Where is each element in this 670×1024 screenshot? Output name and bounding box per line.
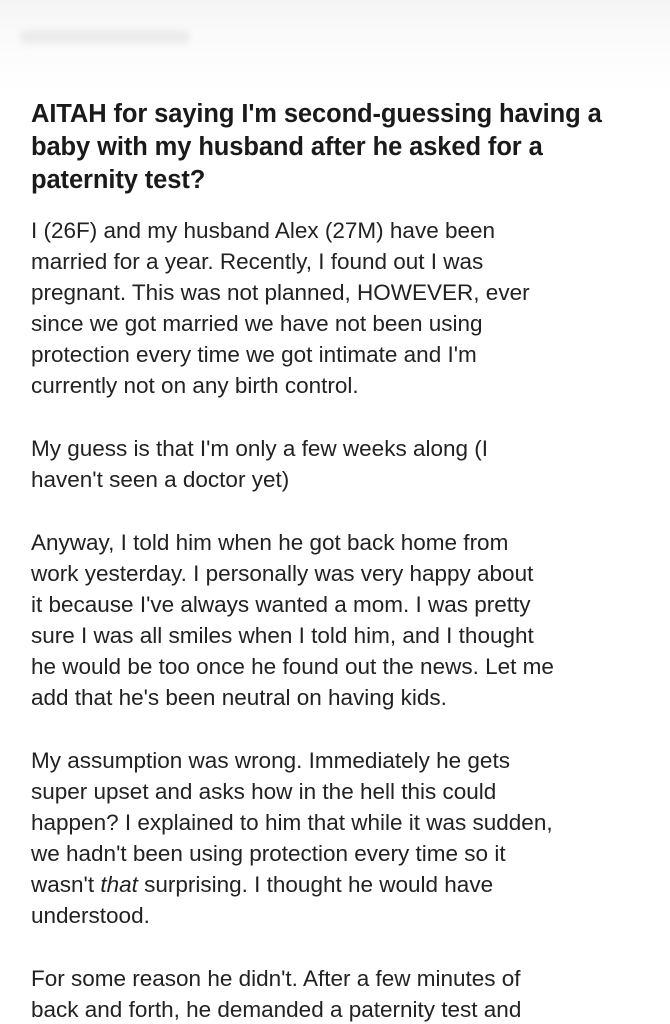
paragraph-line-part: wasn't (31, 872, 101, 897)
paragraph-line: I (26F) and my husband Alex (27M) have been (31, 218, 496, 243)
post-paragraph-1 (31, 215, 643, 401)
paragraph-line: work yesterday. I personally was very happy about (31, 561, 534, 586)
emphasized-word: that (100, 872, 138, 897)
post-paragraph-4 (31, 745, 643, 931)
paragraph-line: happen? I explained to him that while it was sudden, (31, 810, 553, 835)
paragraph-line: married for a year. Recently, I found out I was (31, 249, 484, 274)
top-fade-area (0, 0, 670, 90)
paragraph-line: haven't seen a doctor yet) (31, 467, 290, 492)
post-title: AITAH for saying I'm second-guessing having a baby with my husband after he asked for a paternity test? (31, 100, 602, 194)
paragraph-line: we hadn't been using protection every time so it (31, 841, 506, 866)
paragraph-line: back and forth, he demanded a paternity test and (31, 997, 522, 1022)
paragraph-line: protection every time we got intimate and I'm (31, 342, 477, 367)
paragraph-line: he would be too once he found out the news. Let me (31, 654, 554, 679)
paragraph-line: My assumption was wrong. Immediately he gets (31, 748, 510, 773)
post-paragraph-2 (31, 433, 643, 495)
paragraph-line: Anyway, I told him when he got back home from (31, 530, 509, 555)
paragraph-line: add that he's been neutral on having kids. (31, 685, 447, 710)
paragraph-line: My guess is that I'm only a few weeks along (I (31, 436, 488, 461)
paragraph-line: it because I've always wanted a mom. I was pretty (31, 592, 531, 617)
paragraph-line: understood. (31, 903, 150, 928)
paragraph-line-part: surprising. I thought he would have (137, 872, 494, 897)
post-paragraph-3 (31, 527, 643, 713)
paragraph-line: pregnant. This was not planned, HOWEVER, ever (31, 280, 530, 305)
post (31, 98, 643, 1024)
paragraph-line: sure I was all smiles when I told him, and I thought (31, 623, 534, 648)
blurred-header-remnant (20, 30, 190, 44)
paragraph-line: For some reason he didn't. After a few minutes of (31, 966, 521, 991)
paragraph-line: super upset and asks how in the hell this could (31, 779, 497, 804)
paragraph-line: since we got married we have not been using (31, 311, 483, 336)
paragraph-line: currently not on any birth control. (31, 373, 359, 398)
post-paragraph-5 (31, 963, 643, 1024)
